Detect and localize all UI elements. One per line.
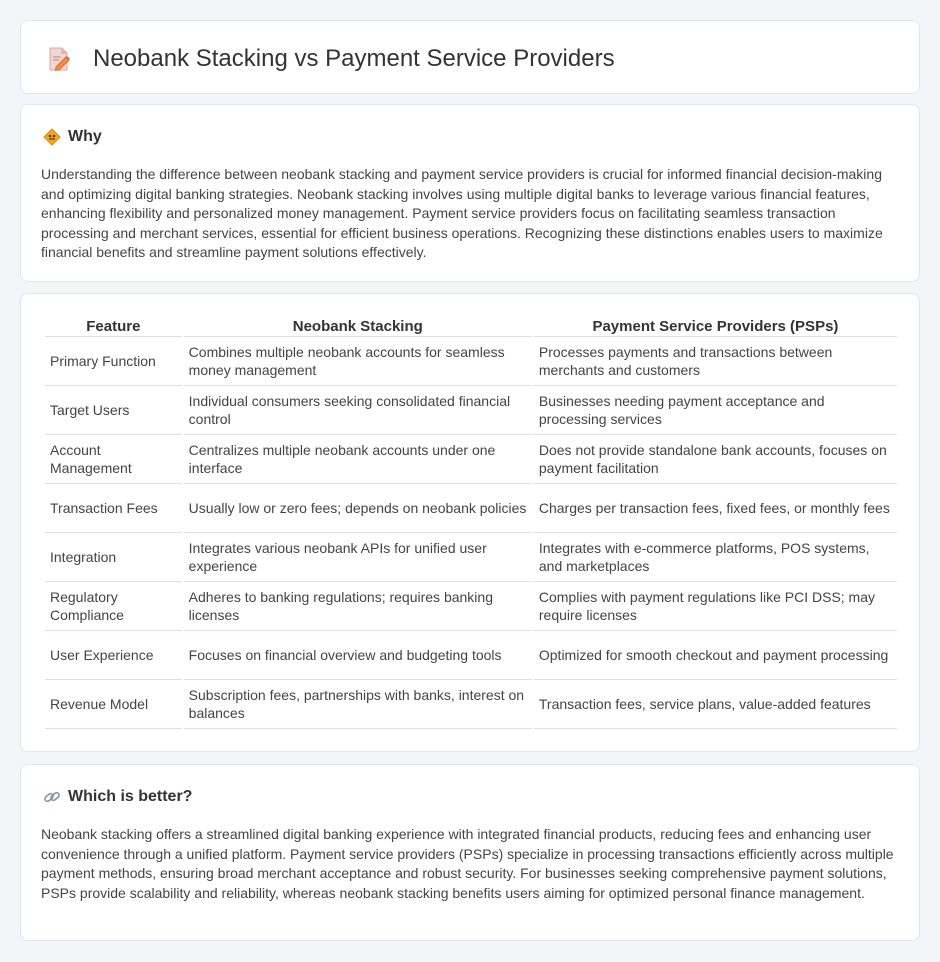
table-row — [45, 631, 897, 680]
which-is-better-section — [20, 764, 920, 941]
table-cell: Account Management — [45, 435, 182, 484]
table-cell: Regulatory Compliance — [45, 582, 182, 631]
table-cell: Focuses on financial overview and budgeting tools — [184, 631, 532, 680]
comparison-table-card — [20, 293, 920, 752]
table-cell: Subscription fees, partnerships with banks, interest on balances — [184, 680, 532, 729]
table-cell: Integrates various neobank APIs for unified user experience — [184, 533, 532, 582]
title-card — [20, 20, 920, 94]
table-cell: User Experience — [45, 631, 182, 680]
column-header: Neobank Stacking — [184, 317, 532, 337]
table-cell: Revenue Model — [45, 680, 182, 729]
table-row — [45, 680, 897, 729]
why-paragraph: Understanding the difference between neobank stacking and payment service providers is crucial for informed financial decision-making and optimizing digital banking strategies. Neobank stacking involves using multiple digital banks to leverage various financial features, enhancing flexibility and personalized money management. Payment service providers focus on facilitating seamless transaction processing and merchant services, essential for efficient business operations. Recognizing these distinctions enables users to maximize financial benefits and streamline payment solutions effectively. — [41, 166, 883, 260]
table-cell: Centralizes multiple neobank accounts under one interface — [184, 435, 532, 484]
table-cell: Adheres to banking regulations; requires banking licenses — [184, 582, 532, 631]
which-is-better-paragraph: Neobank stacking offers a streamlined digital banking experience with integrated financial products, reducing fees and enhancing user convenience through a unified platform. Payment service providers (PSPs) specialize in processing transactions efficiently across multiple payment methods, ensuring broad merchant acceptance and robust security. For businesses seeking comprehensive payment solutions, PSPs provide scalability and reliability, whereas neobank stacking benefits users aiming for optimized personal finance management. — [41, 826, 894, 901]
table-row — [45, 533, 897, 582]
table-cell: Optimized for smooth checkout and payment processing — [534, 631, 897, 680]
diamond-sign-icon — [43, 128, 61, 146]
table-cell: Integrates with e-commerce platforms, POS systems, and marketplaces — [534, 533, 897, 582]
table-row — [45, 337, 897, 386]
table-cell: Transaction Fees — [45, 484, 182, 533]
table-cell: Businesses needing payment acceptance and processing services — [534, 386, 897, 435]
table-cell: Target Users — [45, 386, 182, 435]
table-row — [45, 582, 897, 631]
table-cell: Primary Function — [45, 337, 182, 386]
table-cell: Processes payments and transactions between merchants and customers — [534, 337, 897, 386]
table-cell: Charges per transaction fees, fixed fees, or monthly fees — [534, 484, 897, 533]
table-cell: Integration — [45, 533, 182, 582]
link-icon — [43, 788, 61, 806]
column-header: Payment Service Providers (PSPs) — [534, 317, 897, 337]
table-cell: Usually low or zero fees; depends on neobank policies — [184, 484, 532, 533]
why-section — [20, 104, 920, 282]
table-cell: Individual consumers seeking consolidated financial control — [184, 386, 532, 435]
comparison-table — [43, 317, 899, 729]
table-cell: Combines multiple neobank accounts for seamless money management — [184, 337, 532, 386]
column-header: Feature — [45, 317, 182, 337]
table-cell: Complies with payment regulations like PCI DSS; may require licenses — [534, 582, 897, 631]
why-heading: Why — [68, 128, 102, 145]
document-pencil-icon — [47, 46, 71, 72]
table-header-row — [45, 317, 897, 337]
table-cell: Transaction fees, service plans, value-added features — [534, 680, 897, 729]
table-row — [45, 386, 897, 435]
table-row — [45, 484, 897, 533]
page-title: Neobank Stacking vs Payment Service Providers — [93, 45, 615, 72]
which-is-better-heading: Which is better? — [68, 788, 193, 805]
table-row — [45, 435, 897, 484]
table-cell: Does not provide standalone bank accounts, focuses on payment facilitation — [534, 435, 897, 484]
